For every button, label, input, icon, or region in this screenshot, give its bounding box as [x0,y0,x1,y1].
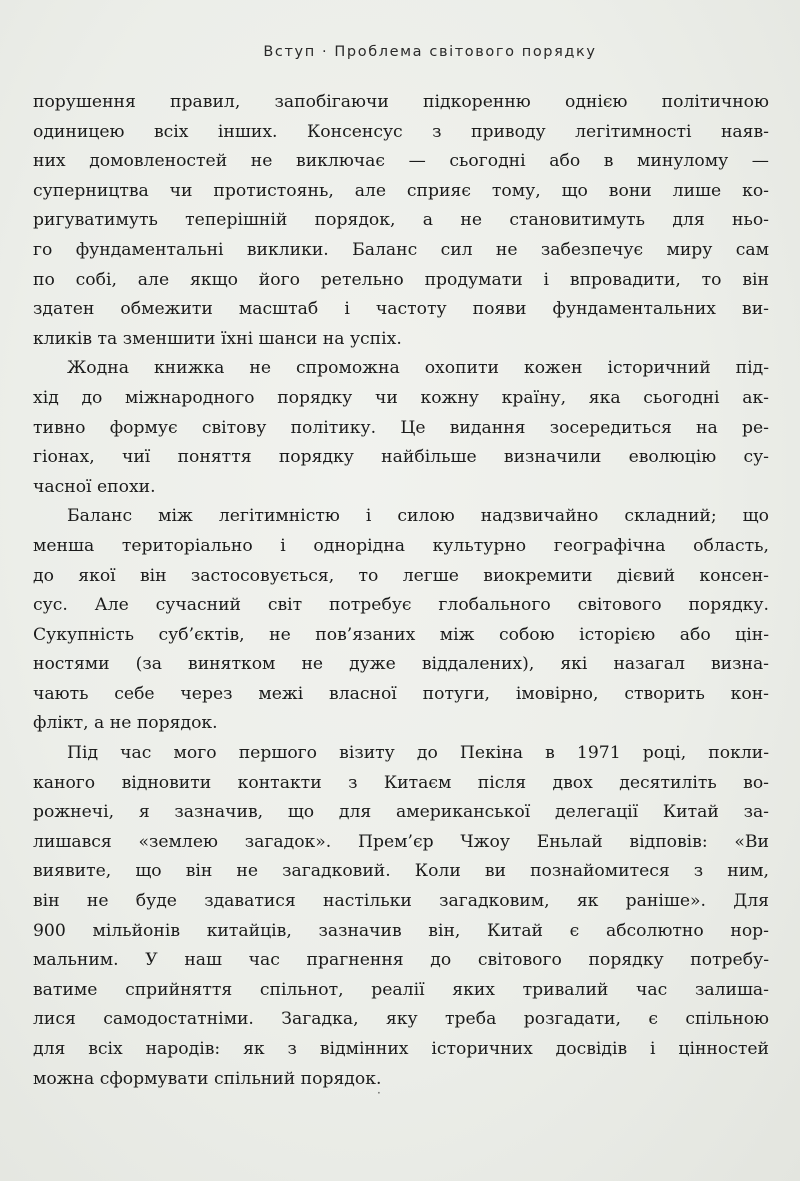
text-line: часної епохи. [33,476,156,497]
running-head [0,44,800,60]
text-line: рожнечі, я зазначив, що для американської делегації Китай за- [33,802,769,823]
paragraph-4 [33,739,769,1100]
text-line: сус. Але сучасний світ потребує глобального світового порядку. [33,595,769,616]
text-line: ригуватимуть теперішній порядок, а не становитимуть для ньо- [33,210,769,231]
paragraph-3 [33,502,769,739]
text-line: менша територіально і однорідна культурно географічна область, [33,535,769,556]
text-line: них домовленостей не виключає — сьогодні або в минулому — [33,151,769,172]
text-line: го фундаментальні виклики. Баланс сил не забезпечує миру сам [33,239,769,260]
text-line: кликів та зменшити їхні шанси на успіх. [33,328,402,349]
text-line: ватиме сприйняття спільнот, реалії яких тривалий час залиша- [33,979,769,1000]
text-line: здатен обмежити масштаб і частоту появи фундаментальних ви- [33,299,769,320]
text-line: можна сформувати спільний порядок. [33,1068,382,1089]
text-line: лися самодостатніми. Загадка, яку треба розгадати, є спільною [33,1009,769,1030]
text-line: гіонах, чиї поняття порядку найбільше визначили еволюцію су- [33,447,769,468]
text-line: лишався «землею загадок». Прем’єр Чжоу Еньлай відповів: «Ви [33,831,769,852]
text-line: Баланс між легітимністю і силою надзвичайно складний; що [67,506,769,527]
text-line: флікт, а не порядок. [33,713,218,734]
text-line: для всіх народів: як з відмінних історичних досвідів і цінностей [33,1039,769,1059]
text-line: до якої він застосовується, то легше виокремити дієвий консен- [33,565,769,586]
text-line: він не буде здаватися настільки загадковим, як раніше». Для [33,891,769,912]
text-line: 900 мільйонів китайців, зазначив він, Китай є абсолютно нор- [33,920,769,941]
text-line: ностями (за винятком не дуже віддалених), які назагал визна- [33,654,769,675]
text-line: суперництва чи протистоянь, але сприяє тому, що вони лише ко- [33,180,769,201]
text-line: виявите, що він не загадковий. Коли ви познайомитеся з ним, [33,861,769,882]
text-line: Жодна книжка не спроможна охопити кожен історичний під- [67,358,769,379]
text-line: Сукупність суб’єктів, не пов’язаних між собою історією або цін- [33,624,769,645]
text-line: одиницею всіх інших. Консенсус з приводу легітимності наяв- [33,121,769,142]
text-line: Під час мого першого візиту до Пекіна в 1971 році, покли- [67,743,769,764]
text-line: по собі, але якщо його ретельно продумати і впровадити, то він [33,269,769,290]
running-head-text: Вступ · Проблема світового порядку [263,44,597,60]
paragraph-2 [33,354,769,502]
text-line: каного відновити контакти з Китаєм після двох десятиліть во- [33,772,769,793]
text-line: чають себе через межі власної потуги, імовірно, створить кон- [33,683,769,704]
text-line: хід до міжнародного порядку чи кожну країну, яка сьогодні ак- [33,387,769,408]
page-mark: · [377,1086,381,1100]
text-line: тивно формує світову політику. Це видання зосередиться на ре- [33,417,769,438]
paragraph-1 [33,88,769,354]
body-text [33,88,769,1100]
text-line: мальним. У наш час прагнення до світового порядку потребу- [33,950,769,971]
text-line: порушення правил, запобігаючи підкоренню однією політичною [33,92,769,112]
